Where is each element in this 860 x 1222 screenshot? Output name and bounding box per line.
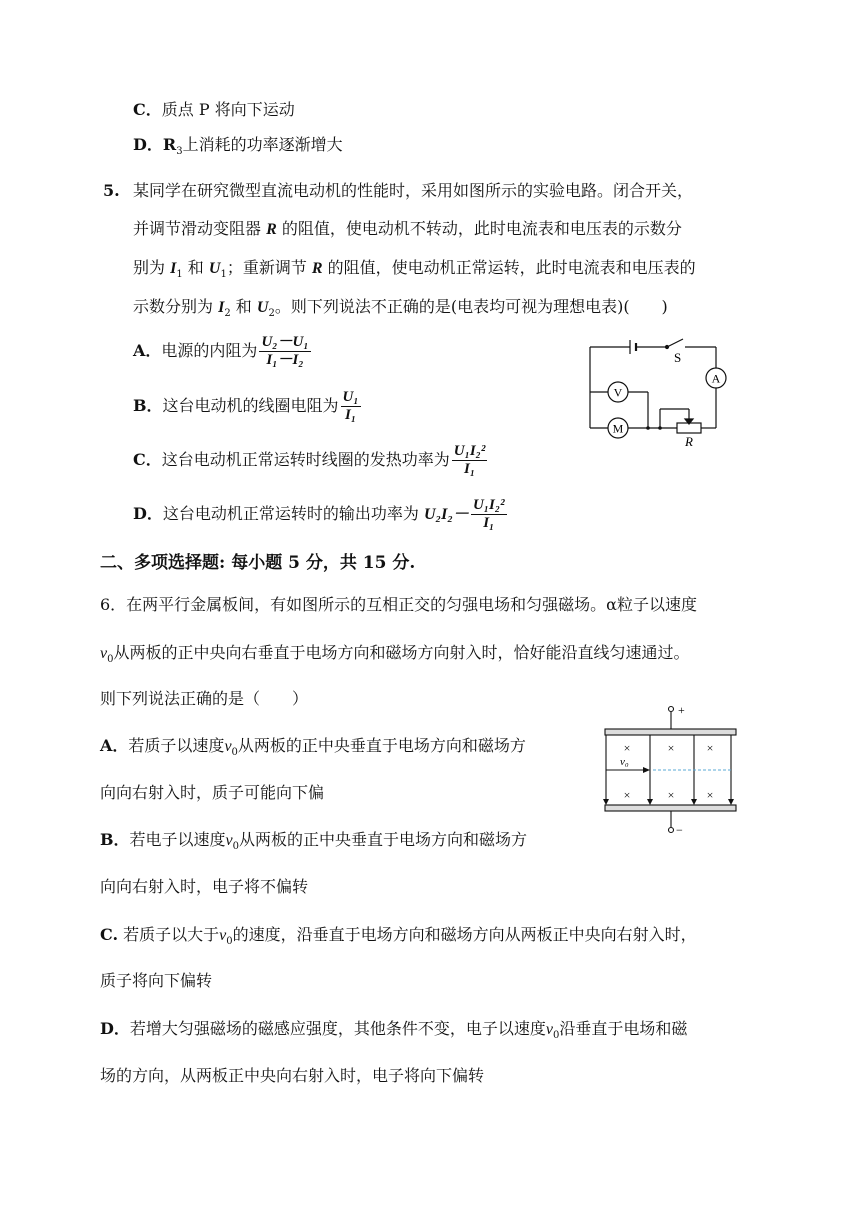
ammeter-label: A (711, 371, 721, 386)
minus-sign: − (676, 823, 683, 837)
b-field-cross: × (623, 788, 631, 802)
b-field-cross: × (706, 788, 714, 802)
q6-option-d-line1: D．若增大匀强磁场的磁感应强度，其他条件不变，电子以速度$v_0$沿垂直于电场和磁 (100, 1019, 688, 1042)
q5-option-a: A．电源的内阻为 $\frac{\text{U₂－U₁}}{\text{I₁－I₂}}$ (133, 334, 309, 368)
q6-option-d-line2: 场的方向，从两板正中央向右射入时，电子将向下偏转 (100, 1066, 485, 1085)
section-heading: 二、多项选择题: 每小题 5 分，共 15 分. (100, 553, 416, 573)
b-field-cross: × (706, 741, 714, 755)
q4-option-c: C．质点 P 将向下运动 (133, 100, 295, 119)
switch-label: S (674, 350, 682, 365)
q6-option-c-line1: C. 若质子以大于$v_0$的速度，沿垂直于电场方向和磁场方向从两板正中央向右射入时， (100, 925, 697, 948)
fraction: $\frac{\text{U₁}}{\text{I₁}}$ (342, 389, 359, 423)
q5-option-c: C．这台电动机正常运转时线圈的发热功率为 $\frac{\text{U₁I₂²}}{\text{I₁}}$ (133, 443, 486, 477)
q5-stem-line3: 别为 $I_1$ 和 $U_1$；重新调节 R 的阻值，使电动机正常运转，此时电流表和电压表的 (133, 258, 696, 281)
q5-stem-line4: 示数分别为 $I_2$ 和 $U_2$。则下列说法不正确的是(电表均可视为理想电表)( ) (133, 297, 668, 320)
q6-option-b-line1: B．若电子以速度$v_0$从两板的正中央垂直于电场方向和磁场方 (100, 830, 528, 853)
q5-stem-line2: 并调节滑动变阻器 R 的阻值，使电动机不转动，此时电流表和电压表的示数分 (133, 219, 682, 238)
plus-sign: + (678, 703, 685, 717)
b-field-cross: × (667, 741, 675, 755)
q5-option-d: D．这台电动机正常运转时的输出功率为 U₂I₂－ $\frac{\text{U₁I₂²}}{\text{I₁}}$ (133, 497, 505, 531)
fraction: $\frac{\text{U₁I₂²}}{\text{I₁}}$ (453, 443, 486, 477)
q6-stem-line1: 6．在两平行金属板间，有如图所示的互相正交的匀强电场和匀强磁场。α粒子以速度 (100, 595, 697, 614)
q5-option-b: B．这台电动机的线圈电阻为 $\frac{\text{U₁}}{\text{I₁}}$ (133, 389, 359, 423)
q4-option-d: D．$R_3$上消耗的功率逐渐增大 (133, 135, 343, 158)
velocity-label: v₀ (620, 756, 629, 768)
q5-stem-line1: 某同学在研究微型直流电动机的性能时，采用如图所示的实验电路。闭合开关， (133, 181, 694, 200)
q6-stem-line3: 则下列说法正确的是（ ） (100, 689, 309, 708)
b-field-cross: × (667, 788, 675, 802)
q6-option-a-line1: A．若质子以速度$v_0$从两板的正中央垂直于电场方向和磁场方 (100, 736, 526, 759)
voltmeter-label: V (613, 385, 623, 400)
circuit-diagram (585, 335, 745, 450)
q6-option-b-line2: 向向右射入时，电子将不偏转 (100, 877, 309, 896)
b-field-cross: × (623, 741, 631, 755)
q6-option-a-line2: 向向右射入时，质子可能向下偏 (100, 783, 325, 802)
q5-number: 5. (103, 181, 120, 200)
q6-stem-line2: $v_0$从两板的正中央向右垂直于电场方向和磁场方向射入时，恰好能沿直线匀速通过。 (100, 643, 690, 666)
fraction: $\frac{\text{U₂－U₁}}{\text{I₁－I₂}}$ (261, 334, 309, 368)
crossed-fields-diagram (598, 703, 748, 838)
fraction: $\frac{\text{U₁I₂²}}{\text{I₁}}$ (472, 497, 505, 531)
q6-option-c-line2: 质子将向下偏转 (100, 971, 213, 990)
motor-label: M (612, 421, 624, 436)
rheostat-label: R (685, 434, 693, 449)
